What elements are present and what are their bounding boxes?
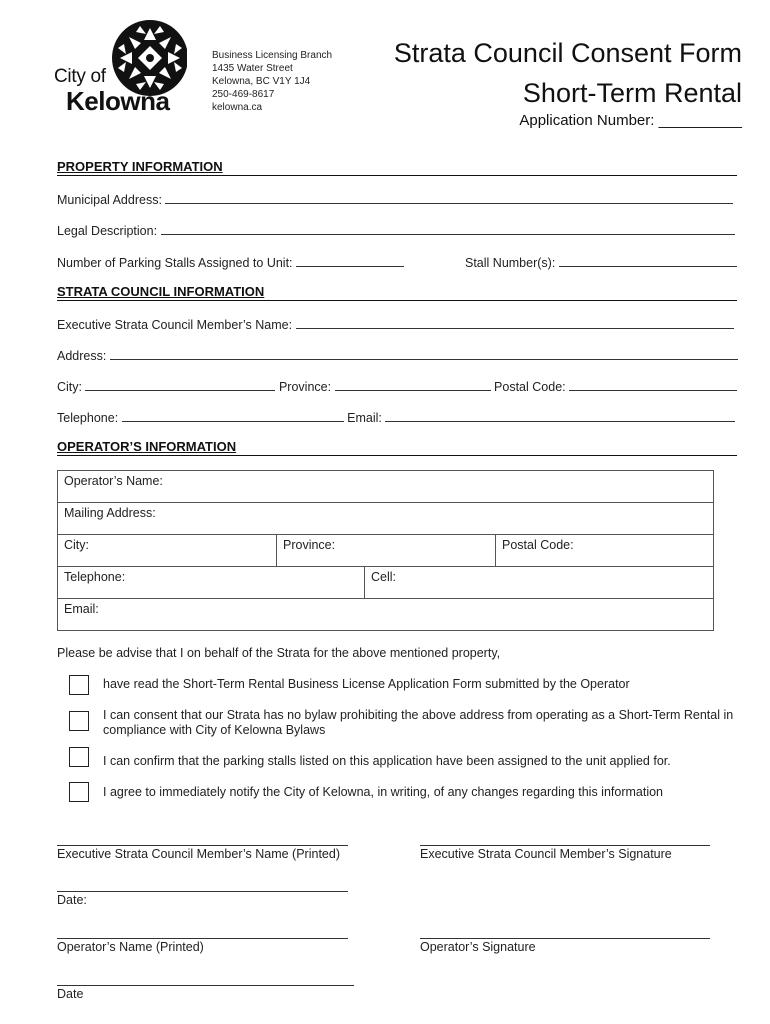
- operator-signature-label: Operator’s Signature: [420, 940, 536, 954]
- stall-numbers-row: [465, 254, 737, 270]
- strata-address-row: [57, 347, 738, 363]
- strata-telephone-label: Telephone:: [57, 411, 119, 425]
- strata-city-input[interactable]: [85, 378, 275, 391]
- date1-label: Date:: [57, 893, 87, 907]
- legal-description-label: Legal Description:: [57, 224, 158, 238]
- date2-line[interactable]: [57, 985, 354, 986]
- member-name-input[interactable]: [296, 316, 734, 329]
- consent-item-3: I can confirm that the parking stalls listed on this application have been assigned to the unit applied for.: [103, 754, 671, 768]
- operator-telephone-field[interactable]: Telephone:: [64, 570, 126, 584]
- property-info-heading: PROPERTY INFORMATION: [57, 159, 737, 176]
- strata-telephone-input[interactable]: [122, 409, 344, 422]
- municipal-address-label: Municipal Address:: [57, 193, 162, 207]
- form-title: Strata Council Consent Form: [393, 38, 742, 68]
- member-name-label: Executive Strata Council Member’s Name:: [57, 318, 293, 332]
- logo-kelowna-text: Kelowna: [66, 86, 170, 116]
- strata-email-input[interactable]: [385, 409, 735, 422]
- operator-postal-field[interactable]: Postal Code:: [495, 535, 713, 566]
- parking-stalls-input[interactable]: [296, 254, 404, 267]
- strata-postal-input[interactable]: [569, 378, 737, 391]
- consent-item-1: have read the Short-Term Rental Business License Application Form submitted by the Operator: [103, 677, 630, 691]
- member-signature-label: Executive Strata Council Member’s Signature: [420, 847, 672, 861]
- parking-row: [57, 254, 404, 270]
- operator-name-signature-line[interactable]: [57, 938, 348, 939]
- consent-checkbox-3[interactable]: [69, 747, 89, 767]
- branch-address: [212, 49, 332, 114]
- operator-phone-row: [58, 566, 713, 598]
- legal-description-row: [57, 222, 735, 238]
- consent-checkbox-2[interactable]: [69, 711, 89, 731]
- operator-mailing-row: [58, 502, 713, 534]
- strata-province-label: Province:: [278, 380, 332, 394]
- strata-email-label: Email:: [347, 411, 382, 425]
- logo-city-text: City of: [54, 66, 106, 87]
- operator-mailing-field[interactable]: Mailing Address:: [64, 506, 156, 520]
- operator-cell-field[interactable]: Cell:: [364, 567, 713, 598]
- branch-city: Kelowna, BC V1Y 1J4: [212, 76, 311, 87]
- operator-email-row: [58, 598, 713, 630]
- application-number-field[interactable]: Application Number: __________: [519, 112, 742, 129]
- member-name-row: [57, 316, 734, 332]
- operator-city-field[interactable]: City:: [64, 538, 89, 552]
- stall-numbers-input[interactable]: [559, 254, 737, 267]
- branch-phone: 250-469-8617: [212, 89, 275, 100]
- municipal-address-input[interactable]: [165, 191, 733, 204]
- branch-street: 1435 Water Street: [212, 63, 293, 74]
- member-name-printed-label: Executive Strata Council Member’s Name (Printed): [57, 847, 340, 861]
- stall-numbers-label: Stall Number(s):: [465, 256, 556, 270]
- operator-name-field[interactable]: Operator’s Name:: [64, 474, 163, 488]
- member-signature-line[interactable]: [420, 845, 710, 846]
- strata-province-input[interactable]: [335, 378, 491, 391]
- legal-description-input[interactable]: [161, 222, 735, 235]
- operator-info-heading: OPERATOR’S INFORMATION: [57, 439, 737, 456]
- consent-checkbox-1[interactable]: [69, 675, 89, 695]
- operator-province-field[interactable]: Province:: [276, 535, 495, 566]
- parking-stalls-label: Number of Parking Stalls Assigned to Unit:: [57, 256, 293, 270]
- member-name-signature-line[interactable]: [57, 845, 348, 846]
- date2-label: Date: [57, 987, 84, 1001]
- form-subtitle: Short-Term Rental: [522, 78, 742, 108]
- operator-email-field[interactable]: Email:: [64, 602, 99, 616]
- operator-location-row: [58, 534, 713, 566]
- date1-line[interactable]: [57, 891, 348, 892]
- strata-city-row: [57, 378, 737, 394]
- branch-name: Business Licensing Branch: [212, 50, 333, 61]
- strata-address-input[interactable]: [110, 347, 738, 360]
- operator-name-row: [58, 471, 713, 502]
- consent-item-2: I can consent that our Strata has no bylaw prohibiting the above address from operating as a Short-Term Rental in compliance with City of Kelowna Bylaws: [103, 708, 734, 737]
- operator-info-table: [57, 470, 714, 631]
- strata-info-heading: STRATA COUNCIL INFORMATION: [57, 284, 737, 301]
- consent-checkbox-4[interactable]: [69, 782, 89, 802]
- branch-website: kelowna.ca: [212, 102, 263, 113]
- strata-address-label: Address:: [57, 349, 107, 363]
- municipal-address-row: [57, 191, 733, 207]
- strata-city-label: City:: [57, 380, 82, 394]
- operator-name-printed-label: Operator’s Name (Printed): [57, 940, 204, 954]
- strata-postal-label: Postal Code:: [494, 380, 566, 394]
- consent-item-4: I agree to immediately notify the City of Kelowna, in writing, of any changes regarding this information: [103, 785, 664, 799]
- operator-signature-line[interactable]: [420, 938, 710, 939]
- consent-intro: Please be advise that I on behalf of the Strata for the above mentioned property,: [57, 646, 501, 660]
- strata-contact-row: [57, 409, 735, 425]
